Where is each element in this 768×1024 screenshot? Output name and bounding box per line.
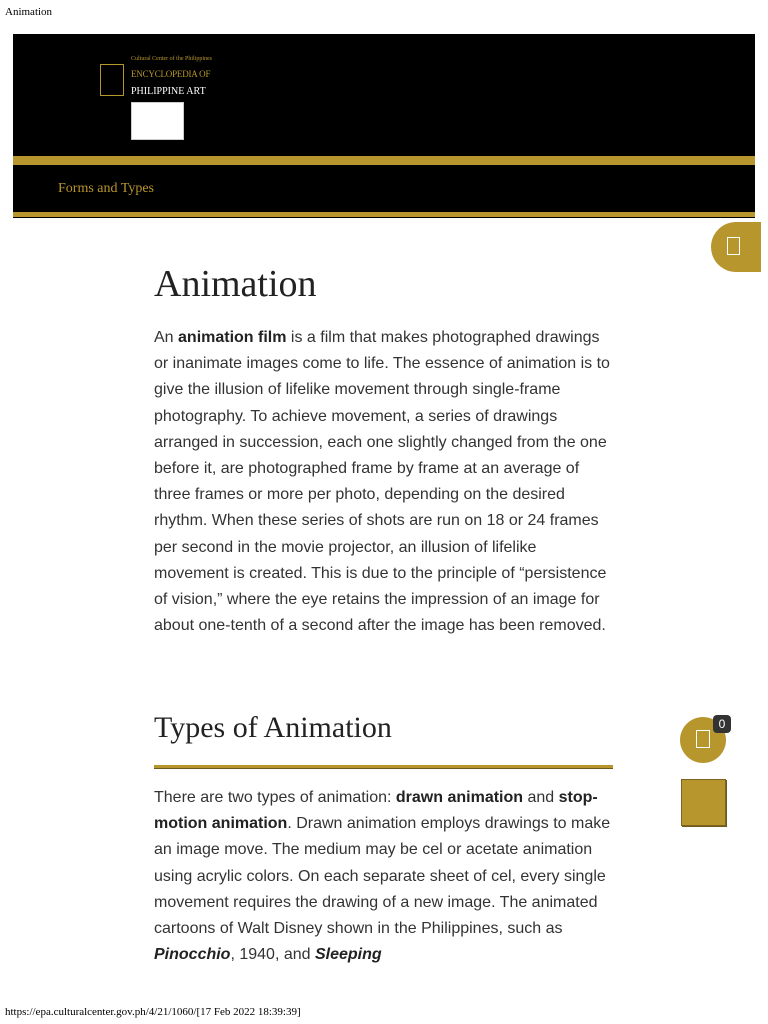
intro-paragraph: An animation film is a film that makes photographed drawings or inanimate images come to life. The essence of animation is to give the illusion of lifelike movement through single-frame photography. To achieve movement, a series of drawings arranged in succession, each one slightly changed from the one before it, are photographed frame by frame at an average of three frames or more per photo, depending on the desired rhythm. When these series of shots are run on 18 or 24 frames per second in the movie projector, an illusion of lifelike movement is created. This is due to the principle of “persistence of vision,” where the eye retains the impression of an image for about one-tenth of a second after the image has been removed. [154, 329, 610, 635]
nav-forms-and-types[interactable]: Forms and Types [58, 181, 154, 196]
term-drawn-animation: drawn animation [395, 789, 524, 806]
term-animation-film: animation film [178, 329, 287, 346]
site-title-line2[interactable]: PHILIPPINE ART [131, 86, 206, 97]
term-stop-motion: stop-motion animation [154, 789, 598, 833]
bookmark-icon [727, 237, 740, 255]
comment-icon [696, 730, 710, 748]
footer-url: https://epa.culturalcenter.gov.ph/4/21/1060/[17 Feb 2022 18:39:39] [5, 1006, 301, 1018]
side-square-button[interactable] [681, 779, 726, 826]
side-bookmark-button[interactable] [711, 222, 761, 272]
title-pinocchio: Pinocchio [154, 946, 231, 964]
header-divider [13, 156, 755, 165]
comment-count-badge: 0 [713, 715, 731, 733]
site-title-line1[interactable]: ENCYCLOPEDIA OF [131, 69, 211, 79]
section-title: Types of Animation [154, 711, 392, 744]
logo-icon[interactable] [100, 64, 124, 96]
article-title: Animation [154, 263, 317, 305]
section-divider [154, 765, 613, 769]
title-sleeping: Sleeping [314, 946, 382, 964]
org-name: Cultural Center of the Philippines [131, 56, 212, 62]
types-paragraph: There are two types of animation: drawn animation and stop-motion animation. Drawn animation employs drawings to make an image move. The medium may be cel or acetate animation using acrylic colors. On each separate sheet of cel, every single movement requires the drawing of a new image. The animated cartoons of Walt Disney shown in the Philippines, such as Pinocchio, 1940, and Sleeping [154, 789, 611, 964]
page-tab-title: Animation [5, 6, 53, 18]
search-box[interactable] [131, 102, 184, 140]
nav-divider [13, 212, 755, 217]
site-header [13, 34, 755, 218]
